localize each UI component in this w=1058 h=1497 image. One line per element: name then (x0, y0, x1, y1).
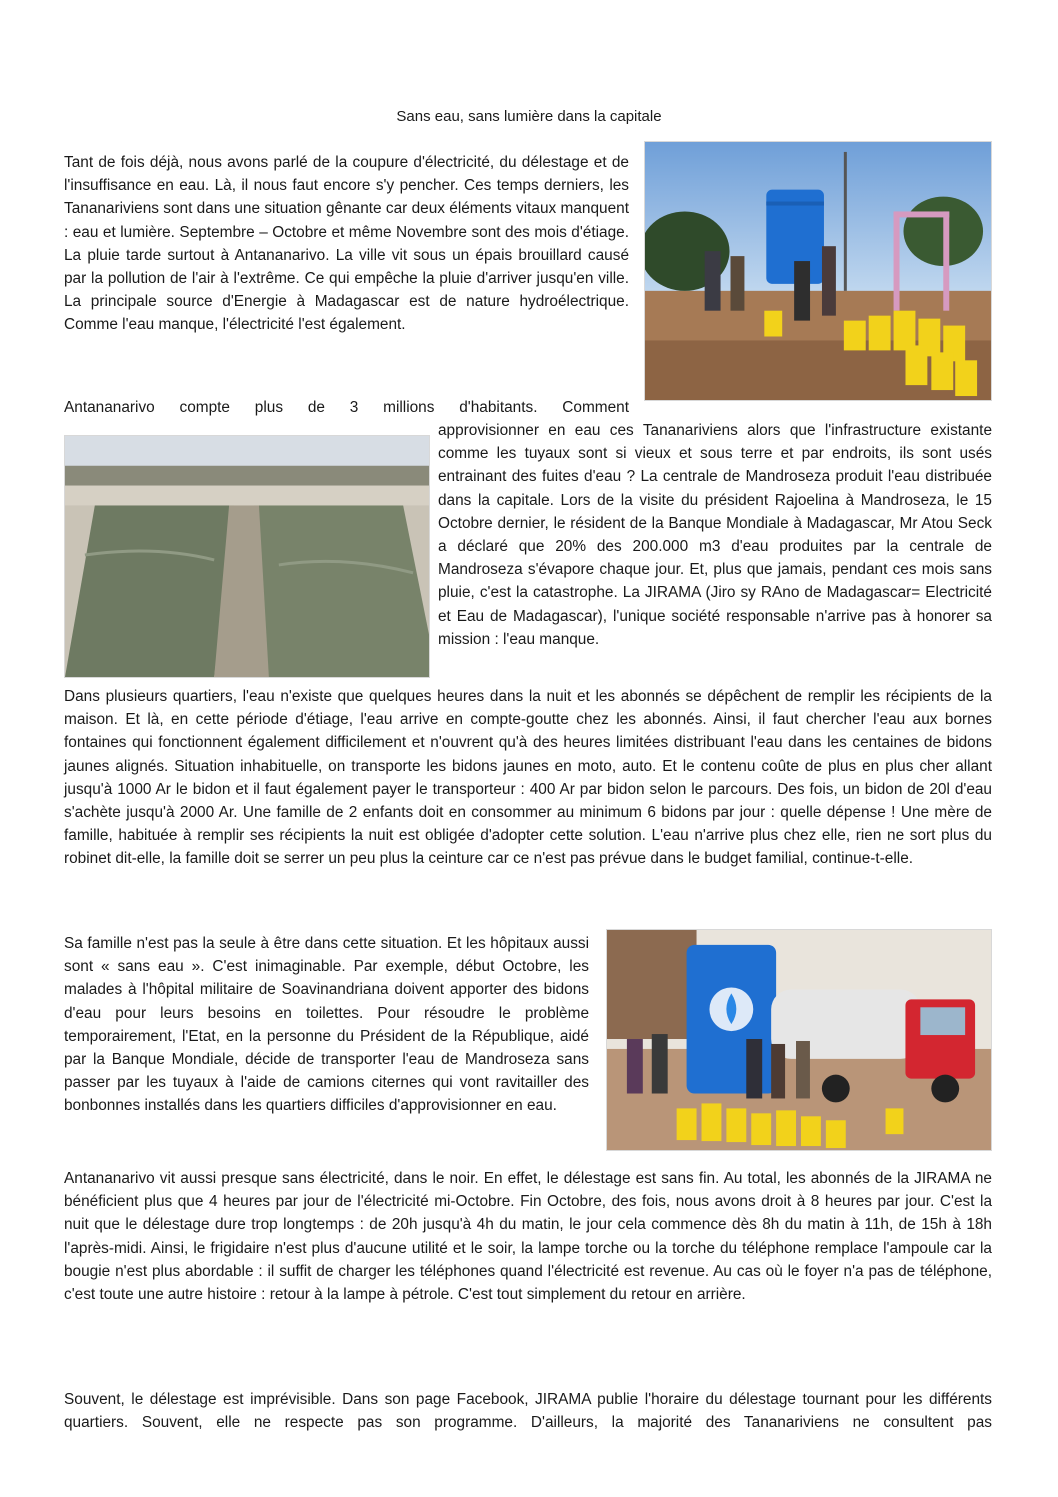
paragraph-2-first-line: Antananarivo compte plus de 3 millions d'habitants. Comment (64, 399, 629, 416)
paragraph-5: Antananarivo vit aussi presque sans électricité, dans le noir. En effet, le délestage est sans fin. Au total, les abonnés de la JIRAMA ne bénéficient plus que 4 heures par jour de l'électricité mi-Octobre. Fin Octobre, des fois, nous avons droit à 8 heures par jour. C'est la nuit que le délestage dure trop longtemps : de 20h jusqu'à 4h du matin, le jour cela commence dès 8h du matin à 11h, de 15h à 18h l'après-midi. Ainsi, le frigidaire n'est plus d'aucune utilité et le soir, la lampe torche ou la torche du téléphone remplace l'ampoule car la bougie n'est plus abordable : il suffit de charger les téléphones quand l'électricité est revenue. Au cas où le foyer n'a pas de téléphone, c'est toute une autre histoire : retour à la lampe à pétrole. C'est tout simplement du retour en arrière. (64, 1170, 992, 1304)
photo-water-truck (606, 929, 992, 1151)
paragraph-1: Tant de fois déjà, nous avons parlé de la coupure d'électricité, du délestage et de l'insuffisance en eau. Là, il nous faut encore s'y pencher. Ces temps derniers, les Tananariviens sont dans une situation gênante car deux éléments vitaux manquent : eau et lumière. Septembre – Octobre et même Novembre sont des mois d'étiage. La pluie tarde surtout à Antananarivo. La ville vit sous un épais brouillard causé par la pollution de l'air à l'extrême. Ce qui empêche la pluie d'arriver jusqu'en ville. La principale source d'Energie à Madagascar est de nature hydroélectrique. Comme l'eau manque, l'électricité l'est également. (64, 154, 629, 334)
paragraph-4: Sa famille n'est pas la seule à être dans cette situation. Et les hôpitaux aussi sont « sans eau ». C'est inimaginable. Par exemple, début Octobre, les malades à l'hôpital militaire de Soavinandriana doivent apporter des bidons d'eau pour leurs besoins en toilettes. Pour résoudre le problème temporairement, l'Etat, en la personne du Président de la République, aidé par la Banque Mondiale, décide de transporter l'eau de Mandroseza sans passer par les tuyaux à l'aide de camions citernes qui vont ravitailler des bonbonnes installés dans les quartiers difficiles d'approvisionner en eau. (64, 935, 589, 1115)
photo-water-queue (644, 141, 992, 401)
article-title: Sans eau, sans lumière dans la capitale (396, 108, 662, 125)
paragraph-2: approvisionner en eau ces Tananariviens alors que l'infrastructure existante comme les tuyaux sont si vieux et sous terre et par endroits, ils sont usés entrainant des fuites d'eau ? La centrale de Mandroseza produit l'eau distribuée dans la capitale. Lors de la visite du président Rajoelina à Mandroseza, le 15 Octobre dernier, le résident de la Banque Mondiale à Madagascar, Mr Atou Seck a déclaré que 20% des 200.000 m3 d'eau produites par la centrale de Mandroseza s'évapore chaque jour. Et, plus que jamais, pendant ces mois sans pluie, c'est la catastrophe. La JIRAMA (Jiro sy RAno de Madagascar= Electricité et Eau de Madagascar), l'unique société responsable n'arrive pas à honorer sa mission : l'eau manque. (438, 422, 992, 648)
paragraph-3: Dans plusieurs quartiers, l'eau n'existe que quelques heures dans la nuit et les abonnés se dépêchent de remplir les récipients de la maison. Et là, en cette période d'étiage, l'eau arrive en compte-goutte chez les abonnés. Ainsi, il faut chercher l'eau aux bornes fontaines qui fonctionnent également difficilement et n'ouvrent qu'à des heures limitées distribuant l'eau dans les centaines de bidons jaunes alignés. Situation inhabituelle, on transporte les bidons jaunes en moto, auto. Et le contenu coûte de plus en plus cher allant jusqu'à 1000 Ar le bidon et il faut également payer le transporteur : 400 Ar par bidon selon le parcours. Des fois, un bidon de 20l d'eau s'achète jusqu'à 2000 Ar. Une famille de 2 enfants doit en consommer au minimum 6 bidons par jour : quelle dépense ! Une mère de famille, habituée à remplir ses récipients la nuit est obligée d'adopter cette solution. L'eau n'arrive plus chez elle, rien ne sort plus du robinet dit-elle, la famille doit se serrer un peu plus la ceinture car ce n'est pas prévue dans le budget familial, continue-t-elle. (64, 688, 992, 868)
photo-reservoir (64, 435, 430, 678)
paragraph-6: Souvent, le délestage est imprévisible. Dans son page Facebook, JIRAMA publie l'horaire du délestage tournant pour les différents quartiers. Souvent, elle ne respecte pas son programme. D'ailleurs, la majorité des Tananariviens ne consultent pas (64, 1391, 992, 1432)
